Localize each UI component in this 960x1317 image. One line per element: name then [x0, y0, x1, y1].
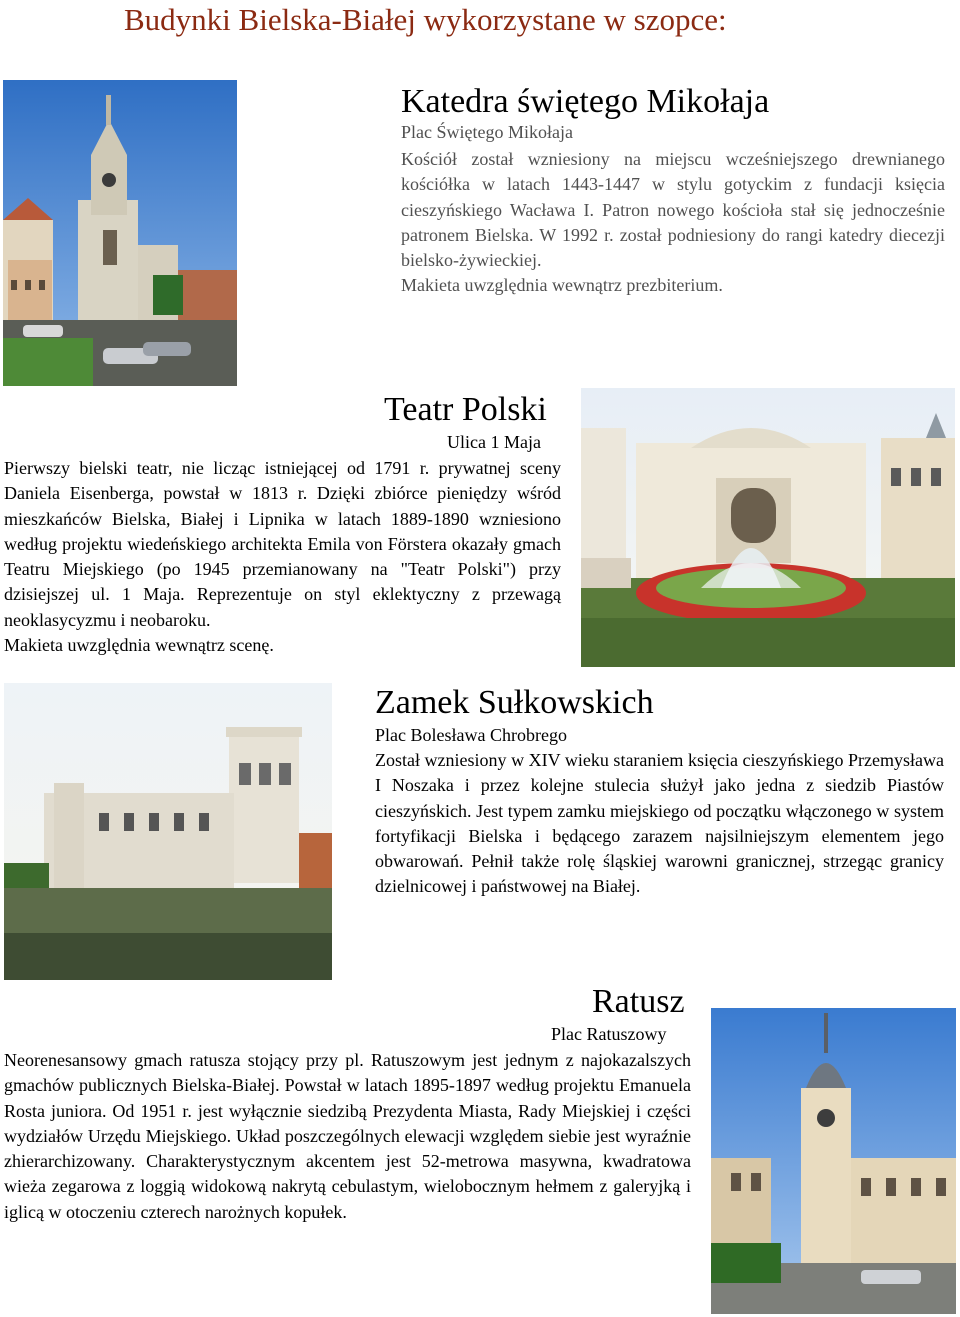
- address-ratusz: Plac Ratuszowy: [551, 1024, 667, 1044]
- section-body-katedra: [401, 147, 945, 299]
- section-body-teatr: [4, 456, 561, 658]
- address-katedra: Plac Świętego Mikołaja: [401, 122, 573, 142]
- body-paragraph: Kościół został wzniesiony na miejscu wcześniejszego drewnianego kościółka w latach 1443-1447 w stylu gotyckim z fundacji księcia cieszyńskiego Wacława I. Patron nowego kościoła stał się jednocześnie patronem Bielska. W 1992 r. został podniesiony do rangi katedry diecezji bielsko-żywieckiej.: [401, 149, 945, 271]
- section-heading-ratusz: Ratusz: [592, 983, 685, 1020]
- section-body-ratusz: [4, 1048, 691, 1225]
- theatre-photo: [581, 388, 955, 667]
- section-heading-teatr: Teatr Polski: [384, 391, 547, 428]
- castle-photo: [4, 683, 332, 980]
- body-paragraph: Został wzniesiony w XIV wieku staraniem księcia cieszyńskiego Przemysława I Noszaka i przez kolejne stulecia służył jako jedna z siedzib Piastów cieszyńskich. Jest typem zamku miejskiego od początku włączonego w system fortyfikacji Bielska i będącego zarazem najsilniejszym elementem jego obwarowań. Pełnił także rolę śląskiej warowni granicznej, strzegąc granicy dzielnicowej i państwowej na Białej.: [375, 750, 944, 897]
- cathedral-photo: [3, 80, 237, 386]
- page-title: Budynki Bielska-Białej wykorzystane w szopce:: [124, 2, 727, 37]
- section-heading-katedra: Katedra świętego Mikołaja: [401, 83, 770, 120]
- address-teatr: Ulica 1 Maja: [447, 432, 541, 452]
- section-heading-zamek: Zamek Sułkowskich: [375, 684, 654, 721]
- body-paragraph: Neorenesansowy gmach ratusza stojący przy pl. Ratuszowym jest jednym z najokazalszych gmachów publicznych Bielska-Białej. Powstał w latach 1895-1897 według projektu Emanuela Rosta juniora. Od 1951 r. jest wyłącznie siedzibą Prezydenta Miasta, Rady Miejskiej i części wydziałów Urzędu Miejskiego. Układ poszczególnych elewacji względem siebie jest wyraźnie zhierarchizowany. Charakterystycznym akcentem jest 52-metrowa masywna, kwadratowa wieża zegarowa z loggią widokową nakrytą cebulastym, wielobocznym hełmem z galeryjką i iglicą w otoczeniu czterech narożnych kopułek.: [4, 1050, 691, 1222]
- body-paragraph: Pierwszy bielski teatr, nie licząc istniejącej od 1791 r. prywatnej sceny Daniela Eisenberga, powstał w 1813 r. Dzięki zbiórce pieniędzy wśród mieszkańców Bielska, Białej i Lipnika w latach 1889-1890 wzniesiono według projektu wiedeńskiego architekta Emila von Förstera okazały gmach Teatru Miejskiego (po 1945 przemianowany na "Teatr Polski") przy dzisiejszej ul. 1 Maja. Reprezentuje on styl eklektyczny z przewagą neoklasycyzmu i neobaroku.: [4, 458, 561, 630]
- address-zamek: Plac Bolesława Chrobrego: [375, 725, 567, 745]
- section-body-zamek: [375, 748, 944, 900]
- makieta-note: Makieta uwzględnia wewnątrz prezbiterium.: [401, 275, 723, 296]
- makieta-note: Makieta uwzględnia wewnątrz scenę.: [4, 635, 274, 656]
- townhall-photo: [711, 1008, 956, 1314]
